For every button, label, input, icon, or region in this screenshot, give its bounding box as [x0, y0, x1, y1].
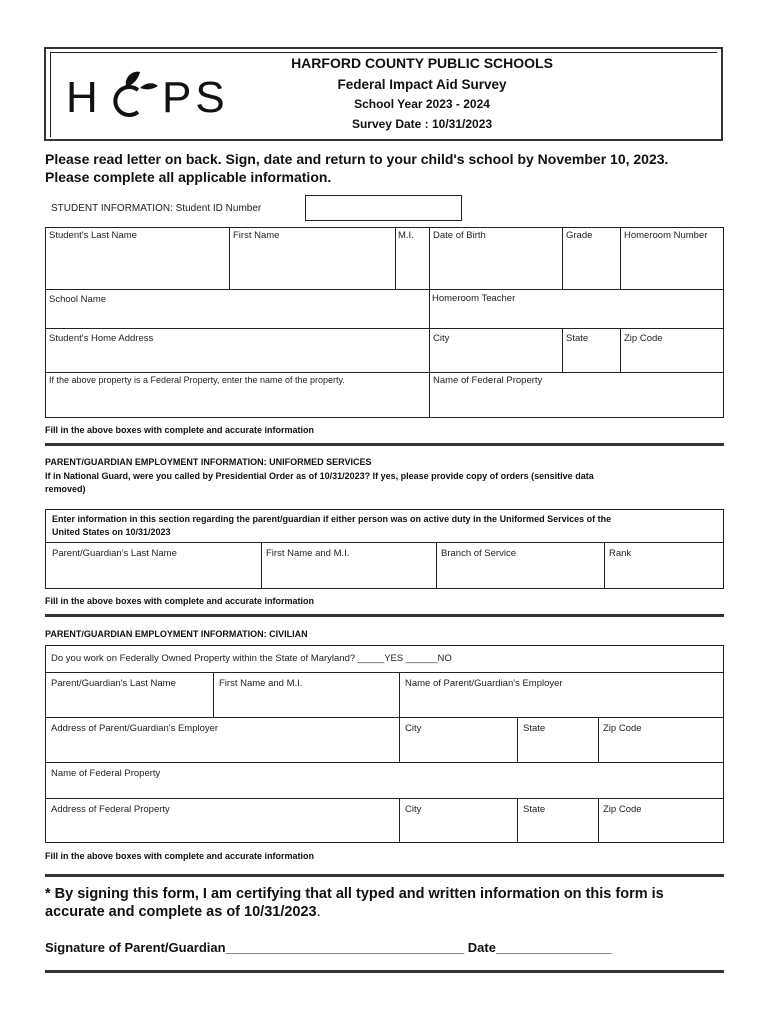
col-line — [517, 717, 518, 762]
student-state-field[interactable]: State — [566, 333, 589, 344]
student-city-field[interactable]: City — [433, 333, 450, 344]
header-inner-top — [50, 52, 717, 53]
svg-text:PS: PS — [162, 73, 229, 120]
federal-property-city-field[interactable]: City — [405, 804, 422, 815]
federal-property-zip-field[interactable]: Zip Code — [603, 804, 642, 815]
row-line — [45, 328, 724, 329]
col-line — [598, 717, 599, 762]
instructions-line1: Please read letter on back. Sign, date and return to your child's school by November 10, 2023. — [45, 151, 669, 167]
certify-line1: * By signing this form, I am certifying that all typed and written information on this form is — [45, 886, 664, 902]
uniformed-last-name-field[interactable]: Parent/Guardian's Last Name — [52, 548, 177, 559]
col-line — [399, 798, 400, 843]
col-line — [604, 542, 605, 589]
civilian-last-name-field[interactable]: Parent/Guardian's Last Name — [51, 678, 176, 689]
civilian-first-mi-field[interactable]: First Name and M.I. — [219, 678, 303, 689]
col-line — [261, 542, 262, 589]
federal-property-work-question[interactable]: Do you work on Federally Owned Property within the State of Maryland? _____YES ______NO — [51, 653, 452, 664]
certify-line2-wrap — [45, 904, 321, 920]
fill-note-1: Fill in the above boxes with complete and accurate information — [45, 425, 315, 435]
district-title: HARFORD COUNTY PUBLIC SCHOOLS — [291, 55, 553, 71]
survey-date: Survey Date : 10/31/2023 — [351, 117, 493, 131]
civilian-federal-property-name-field[interactable]: Name of Federal Property — [51, 768, 161, 779]
student-zip-field[interactable]: Zip Code — [624, 333, 663, 344]
home-address-field[interactable]: Student's Home Address — [49, 333, 154, 344]
uniformed-enter-line2: United States on 10/31/2023 — [52, 527, 171, 537]
col-line — [598, 798, 599, 843]
col-line — [517, 798, 518, 843]
uniformed-enter-line1: Enter information in this section regarding the parent/guardian if either person was on active duty in the Uniformed Services of the — [52, 514, 612, 524]
col-line — [429, 227, 430, 418]
fill-note-2: Fill in the above boxes with complete and accurate information — [45, 596, 315, 606]
employer-zip-field[interactable]: Zip Code — [603, 723, 642, 734]
employer-name-field[interactable]: Name of Parent/Guardian's Employer — [405, 678, 563, 689]
federal-property-state-field[interactable]: State — [523, 804, 546, 815]
certify-period: . — [316, 904, 321, 920]
row-line — [45, 672, 724, 673]
certify-line2: accurate and complete as of 10/31/2023 — [45, 904, 317, 920]
student-grade-field[interactable]: Grade — [566, 230, 593, 241]
fill-note-3: Fill in the above boxes with complete and accurate information — [45, 851, 315, 861]
header-logo-divider — [50, 52, 51, 137]
signature-line[interactable]: Signature of Parent/Guardian_________________________________ Date________________ — [45, 940, 612, 955]
homeroom-number-field[interactable]: Homeroom Number — [624, 230, 708, 241]
federal-property-question: If the above property is a Federal Property, enter the name of the property. — [49, 375, 345, 385]
row-line — [45, 798, 724, 799]
col-line — [436, 542, 437, 589]
employer-city-field[interactable]: City — [405, 723, 422, 734]
row-line — [45, 542, 724, 543]
row-line — [45, 717, 724, 718]
col-line — [620, 227, 621, 289]
col-line — [229, 227, 230, 289]
employer-state-field[interactable]: State — [523, 723, 546, 734]
student-first-name-field[interactable]: First Name — [233, 230, 280, 241]
rank-field[interactable]: Rank — [609, 548, 632, 559]
col-line — [399, 672, 400, 762]
bottom-divider — [45, 970, 724, 973]
row-line — [45, 372, 724, 373]
instructions-line2: Please complete all applicable information. — [45, 169, 332, 185]
section-divider-2 — [45, 614, 724, 617]
col-line — [395, 227, 396, 289]
branch-of-service-field[interactable]: Branch of Service — [441, 548, 516, 559]
uniformed-first-mi-field[interactable]: First Name and M.I. — [266, 548, 350, 559]
student-dob-field[interactable]: Date of Birth — [433, 230, 486, 241]
col-line — [213, 672, 214, 717]
civilian-section-title: PARENT/GUARDIAN EMPLOYMENT INFORMATION: CIVILIAN — [45, 629, 308, 639]
student-table — [45, 227, 724, 418]
col-line — [562, 328, 563, 372]
student-mi-field[interactable]: M.I. — [398, 230, 414, 241]
student-federal-property-field[interactable]: Name of Federal Property — [433, 375, 543, 386]
student-id-input[interactable] — [305, 195, 462, 221]
svg-text:H: H — [66, 73, 100, 120]
hcps-logo — [66, 68, 236, 120]
school-name-field[interactable]: School Name — [49, 294, 107, 305]
national-guard-note-2: removed) — [45, 484, 86, 494]
uniformed-section-title: PARENT/GUARDIAN EMPLOYMENT INFORMATION: UNIFORMED SERVICES — [45, 457, 372, 467]
section-divider-3 — [45, 874, 724, 877]
employer-address-field[interactable]: Address of Parent/Guardian's Employer — [51, 723, 219, 734]
homeroom-teacher-field[interactable]: Homeroom Teacher — [432, 293, 516, 304]
col-line — [562, 227, 563, 289]
survey-title: Federal Impact Aid Survey — [337, 77, 507, 92]
section-divider-1 — [45, 443, 724, 446]
row-line — [45, 762, 724, 763]
row-line — [45, 289, 724, 290]
col-line — [620, 328, 621, 372]
school-year: School Year 2023 - 2024 — [354, 97, 490, 111]
national-guard-note-1: If in National Guard, were you called by Presidential Order as of 10/31/2023? If yes, please provide copy of orders (sensitive data — [45, 471, 594, 481]
federal-property-address-field[interactable]: Address of Federal Property — [51, 804, 170, 815]
student-last-name-field[interactable]: Student's Last Name — [49, 230, 137, 241]
student-id-label: STUDENT INFORMATION: Student ID Number — [51, 203, 262, 214]
